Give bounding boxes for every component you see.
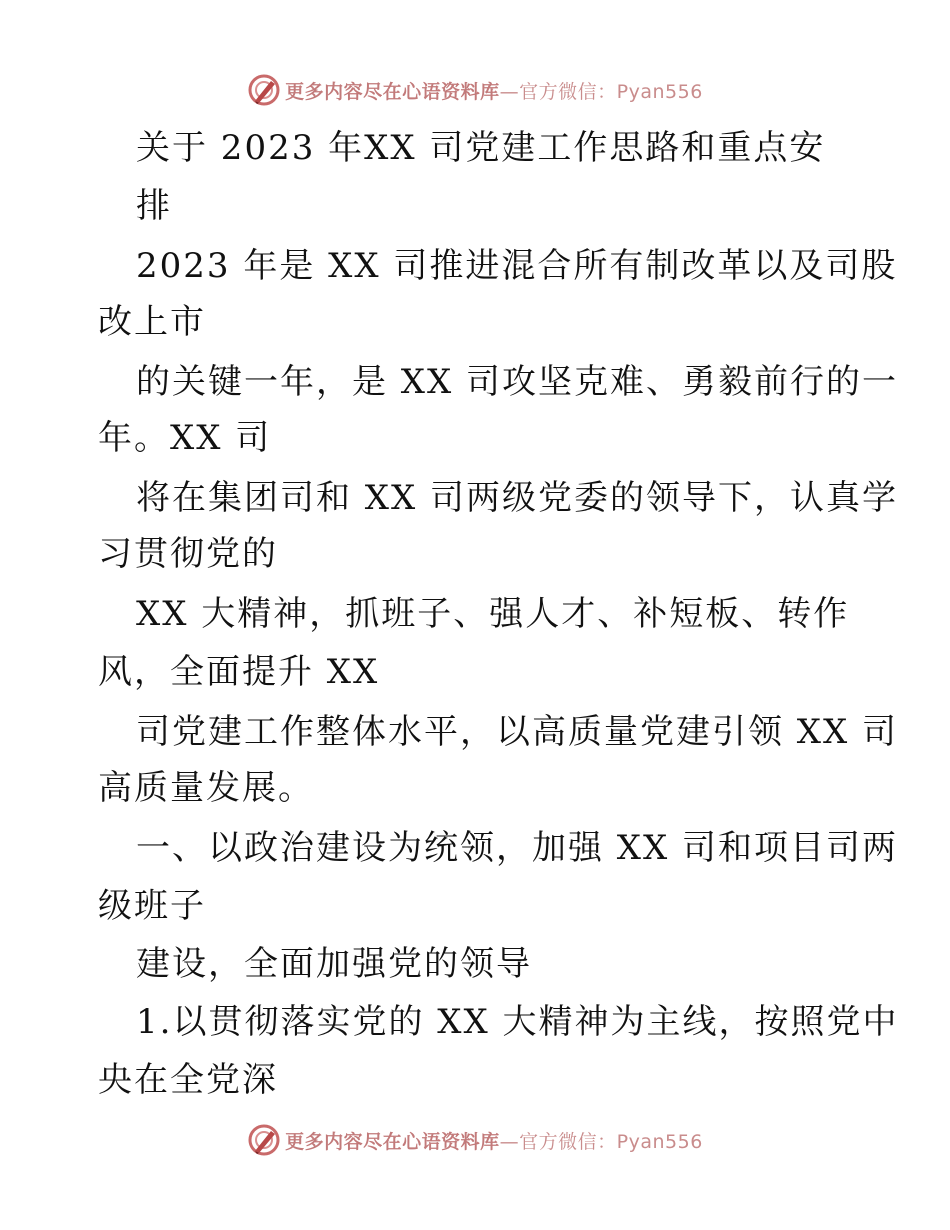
document-title-line: 关于 2023 年XX 司党建工作思路和重点安 (136, 128, 826, 168)
watermark-separator: — (499, 1130, 520, 1153)
section-heading-line: 一、以政治建设为统领，加强 XX 司和项目司两 (136, 828, 899, 868)
watermark-wechat: 官方微信：Pyan556 (519, 1130, 703, 1153)
paragraph-line: 年。XX 司 (98, 418, 272, 458)
paragraph-line: 习贯彻党的 (98, 534, 278, 574)
footer-watermark (0, 1120, 950, 1160)
pen-logo-icon (247, 1123, 281, 1157)
watermark-brand: 更多内容尽在心语资料库 (285, 1130, 500, 1153)
paragraph-line: 将在集团司和 XX 司两级党委的领导下，认真学 (136, 478, 899, 518)
paragraph-line: 司党建工作整体水平，以高质量党建引领 XX 司 (136, 712, 899, 752)
watermark-wechat: 官方微信：Pyan556 (519, 80, 703, 103)
paragraph-line: 改上市 (98, 302, 206, 342)
section-heading-line: 建设，全面加强党的领导 (136, 944, 532, 984)
section-heading-line: 级班子 (98, 886, 206, 926)
paragraph-line: 高质量发展。 (98, 768, 314, 808)
watermark-brand: 更多内容尽在心语资料库 (285, 80, 500, 103)
paragraph-line: 央在全党深 (98, 1060, 278, 1100)
document-title-line: 排 (136, 186, 172, 226)
paragraph-line: 1.以贯彻落实党的 XX 大精神为主线，按照党中 (136, 1002, 899, 1042)
paragraph-line: 2023 年是 XX 司推进混合所有制改革以及司股 (136, 246, 898, 286)
watermark-separator: — (499, 80, 520, 103)
paragraph-line: XX 大精神，抓班子、强人才、补短板、转作 (136, 594, 850, 634)
watermark-text (285, 1127, 703, 1154)
paragraph-line: 风，全面提升 XX (98, 652, 380, 692)
paragraph-line: 的关键一年，是 XX 司攻坚克难、勇毅前行的一 (136, 362, 899, 402)
